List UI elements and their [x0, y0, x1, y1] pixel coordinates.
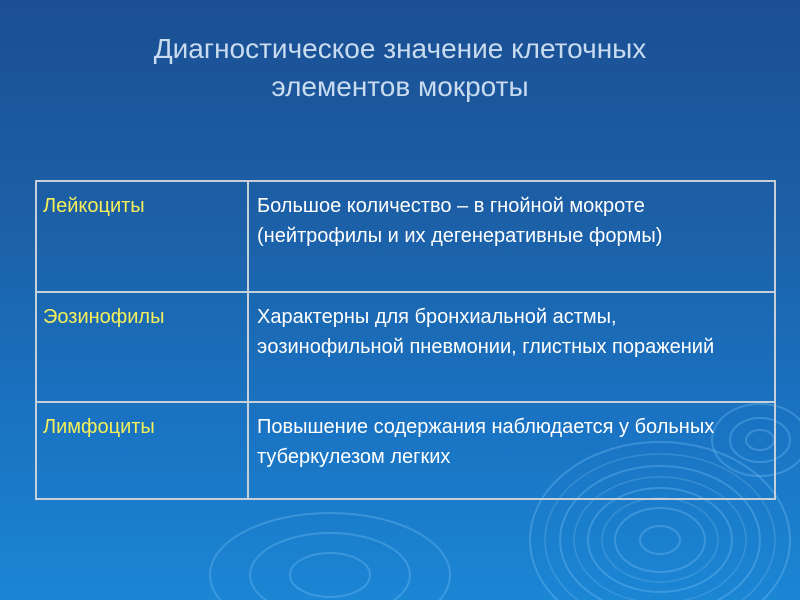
slide-title-line-1: Диагностическое значение клеточных	[153, 33, 647, 64]
table-row	[36, 292, 775, 402]
table-row	[36, 181, 775, 292]
cell-elements-table	[35, 180, 776, 500]
row-term-eosinophils: Эозинофилы	[36, 292, 248, 402]
row-description-lymphocytes: Повышение содержания наблюдается у больных туберкулезом легких	[248, 402, 775, 499]
row-term-lymphocytes: Лимфоциты	[36, 402, 248, 499]
slide-title	[100, 30, 700, 106]
row-description-eosinophils: Характерны для бронхиальной астмы, эозинофильной пневмонии, глистных поражений	[248, 292, 775, 402]
slide-title-line-2: элементов мокроты	[271, 71, 529, 102]
row-description-leukocytes: Большое количество – в гнойной мокроте (нейтрофилы и их дегенеративные формы)	[248, 181, 775, 292]
table-row	[36, 402, 775, 499]
row-term-leukocytes: Лейкоциты	[36, 181, 248, 292]
